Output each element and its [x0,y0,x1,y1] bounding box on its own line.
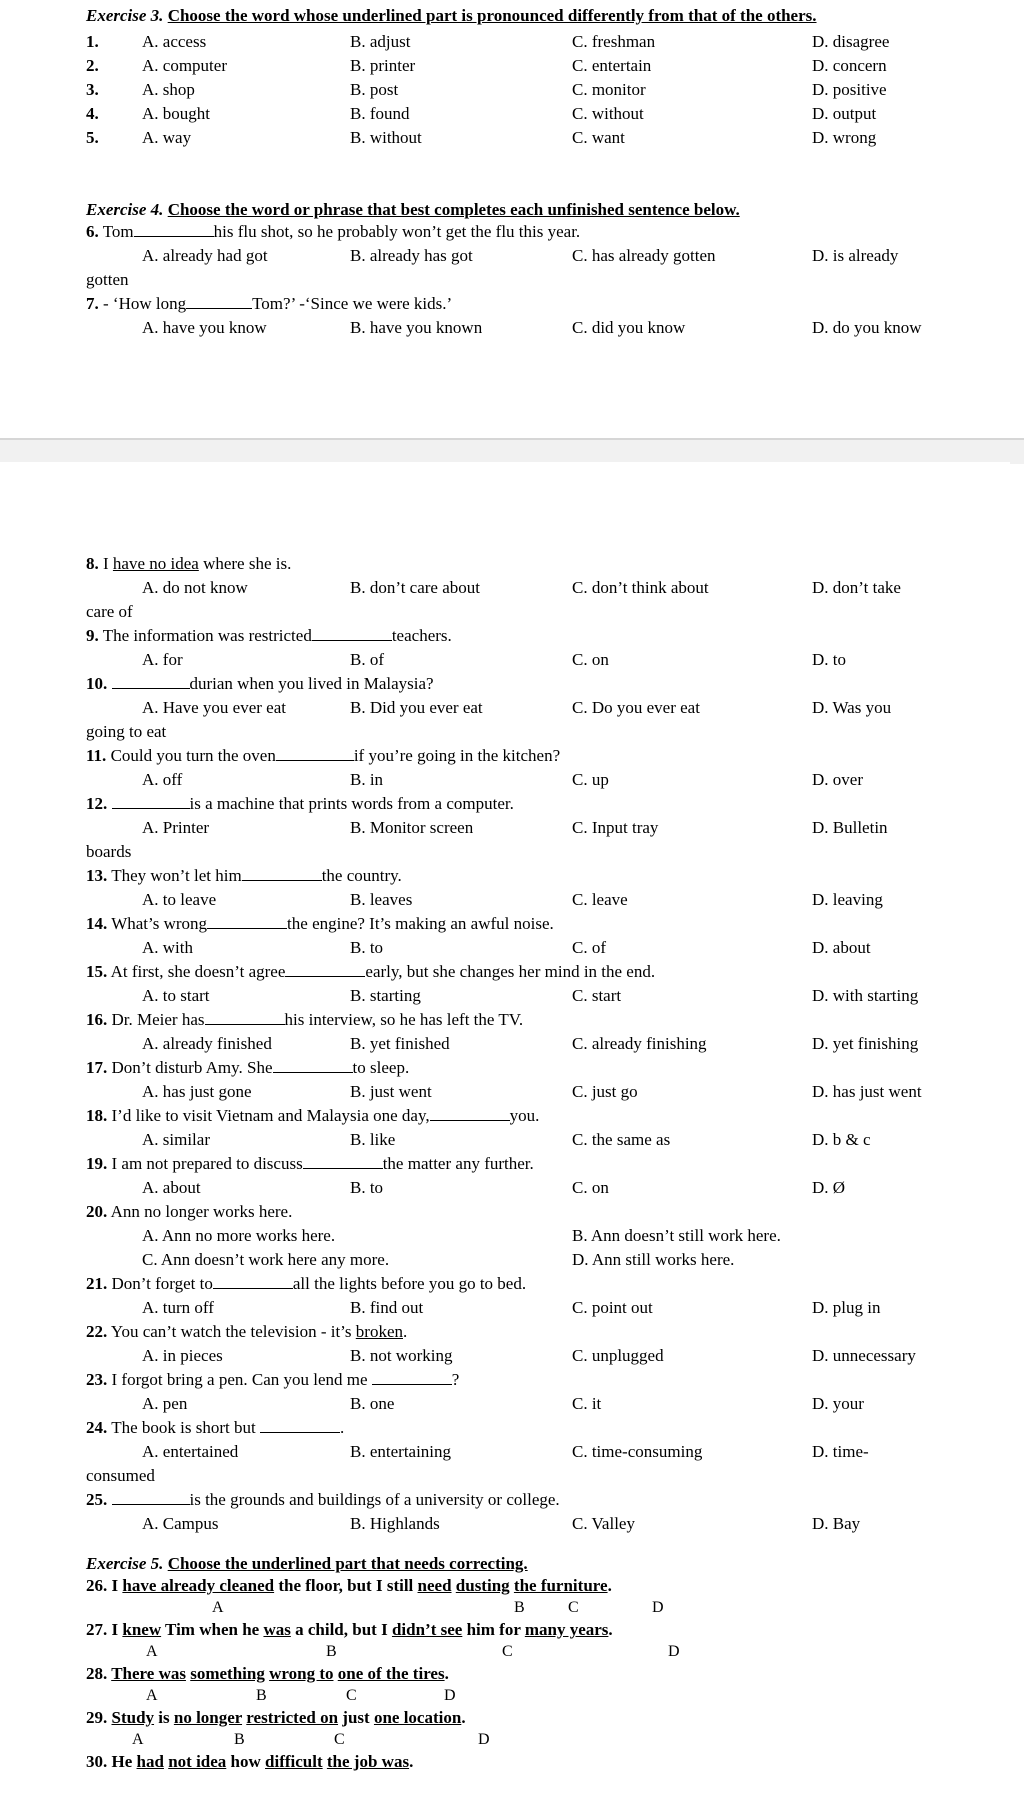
exercise-4 [86,200,986,340]
exercise-4-title: Exercise 4. Choose the word or phrase that best completes each unfinished sentence below. [86,200,740,219]
question-23: 23. I forgot bring a pen. Can you lend me ? [86,1370,460,1389]
question-30: 30. He had not idea how difficult the job was. [86,1752,414,1771]
question-15: 15. At first, she doesn’t agree early, but she changes her mind in the end. [86,962,656,981]
question-28: 28. There was something wrong to one of the tires. [86,1664,449,1683]
question-26: 26. I have already cleaned the floor, but I still need dusting the furniture. [86,1576,612,1595]
question-18: 18. I’d like to visit Vietnam and Malaysia one day, you. [86,1106,540,1125]
question-21: 21. Don’t forget to all the lights before you go to bed. [86,1274,527,1293]
question-19: 19. I am not prepared to discuss the matter any further. [86,1154,534,1173]
question-22: 22. You can’t watch the television - it’s broken. [86,1322,408,1341]
question-13: 13. They won’t let him the country. [86,866,402,885]
ex3-item-2: 2. A. computer B. printer C. entertain D. concern [86,56,887,75]
exercise-5-title: Exercise 5. Choose the underlined part that needs correcting. [86,1554,528,1573]
question-8: 8. I have no idea where she is. [86,554,292,573]
question-20: 20. Ann no longer works here. [86,1202,293,1221]
question-29: 29. Study is no longer restricted on just one location. [86,1708,466,1727]
exercise-3-title: Exercise 3. Choose the word whose underlined part is pronounced differently from that of the others. [86,6,817,25]
ex3-item-4: 4. A. bought B. found C. without D. output [86,104,877,123]
q6-options: A. already had got B. already has got C. has already gotten D. is already [142,246,899,265]
exercise-3 [86,6,986,150]
question-10: 10. durian when you lived in Malaysia? [86,674,434,693]
question-24: 24. The book is short but . [86,1418,345,1437]
question-6: 6. Tom his flu shot, so he probably won’t get the flu this year. [86,222,581,241]
question-9: 9. The information was restricted teachers. [86,626,452,645]
ex3-item-3: 3. A. shop B. post C. monitor D. positive [86,80,887,99]
question-16: 16. Dr. Meier has his interview, so he has left the TV. [86,1010,524,1029]
q7-options: A. have you know B. have you known C. did you know D. do you know [142,318,922,337]
question-14: 14. What’s wrong the engine? It’s making an awful noise. [86,914,554,933]
ex3-item-1: 1. A. access B. adjust C. freshman D. disagree [86,32,890,51]
page-1 [0,0,1010,438]
answer-blank [134,222,214,237]
page-break [0,438,1024,464]
page-2 [0,462,1010,1820]
question-25: 25. is the grounds and buildings of a university or college. [86,1490,560,1509]
question-27: 27. I knew Tim when he was a child, but I didn’t see him for many years. [86,1620,613,1639]
question-12: 12. is a machine that prints words from a computer. [86,794,514,813]
question-7: 7. - ‘How long Tom?’ -‘Since we were kids.’ [86,294,453,313]
question-11: 11. Could you turn the oven if you’re going in the kitchen? [86,746,561,765]
q6-continuation: gotten [86,270,129,289]
question-17: 17. Don’t disturb Amy. She to sleep. [86,1058,410,1077]
ex3-item-5: 5. A. way B. without C. want D. wrong [86,128,877,147]
exercise-4-continued: 8. I have no idea where she is. A. do not know B. don’t care about C. don’t think about D. don’t take care of 9. The information was restricted teachers. A. for B. of C. on D. to 10. durian when you lived in Malaysia? A. Have you ever eat B. Did you ever eat C. Do you ever eat D. Was you going to eat 11. Could you turn the oven if you’re going in the kitchen? A. off B. in C. up D. over 12. is a machine that prints words from a computer. A. Printer B. Monitor screen C. Input tray D. Bulletin boards 13. They won’t let him the country. A. to leave B. leaves C. leave D. leaving 14. What’s wrong the engine? It’s making an awful noise. A. with B. to C. of D. about 15. At first, she doesn’t agree early, but she changes her mind in the end. A. to start B. starting C. start D. with starting 16. Dr. Meier has his interview, so he has left the TV. A. already finished B. yet finished C. already finishing D. yet finishing 17. Don’t disturb Amy. She to sleep. A. has just gone B. just went C. just go D. has just went 18. I’d like to visit Vietnam and Malaysia one day, you. A. similar B. like C. the same as D. b & c 19. I am not prepared to discuss the matter any further. A. about B. to C. on D. Ø 20. Ann no longer works here. A. Ann no more works here. B. Ann doesn’t still work here. C. Ann doesn’t work here any more. D. Ann still works here. 21. Don’t forget to all the lights before you go to bed. A. turn off B. find out C. point out D. plug in 22. You can’t watch the television - it’s broken. A. in pieces B. not working C. unplugged D. unnecessary 23. I forgot bring a pen. Can you lend me ? A. pen B. one C. it D. your 24. The book is short but . A. entertained B. entertaining C. time-consuming D. time- consumed 25. is the grounds and buildings of a university or college. A. Campus B. Highlands C. Valley D. Bay Exercise 5. Choose the underlined part that needs correcting. 26. I have already cleaned the floor, but I still need dusting the furniture. A B C D 27. I knew Tim when he was a child, but I didn’t see him for many years. A B C D 28. There was something wrong to one of the tires. A B C D 29. Study is no longer restricted on just one location. A B C D 30. He had not idea how difficult the job was. [86,552,986,1774]
